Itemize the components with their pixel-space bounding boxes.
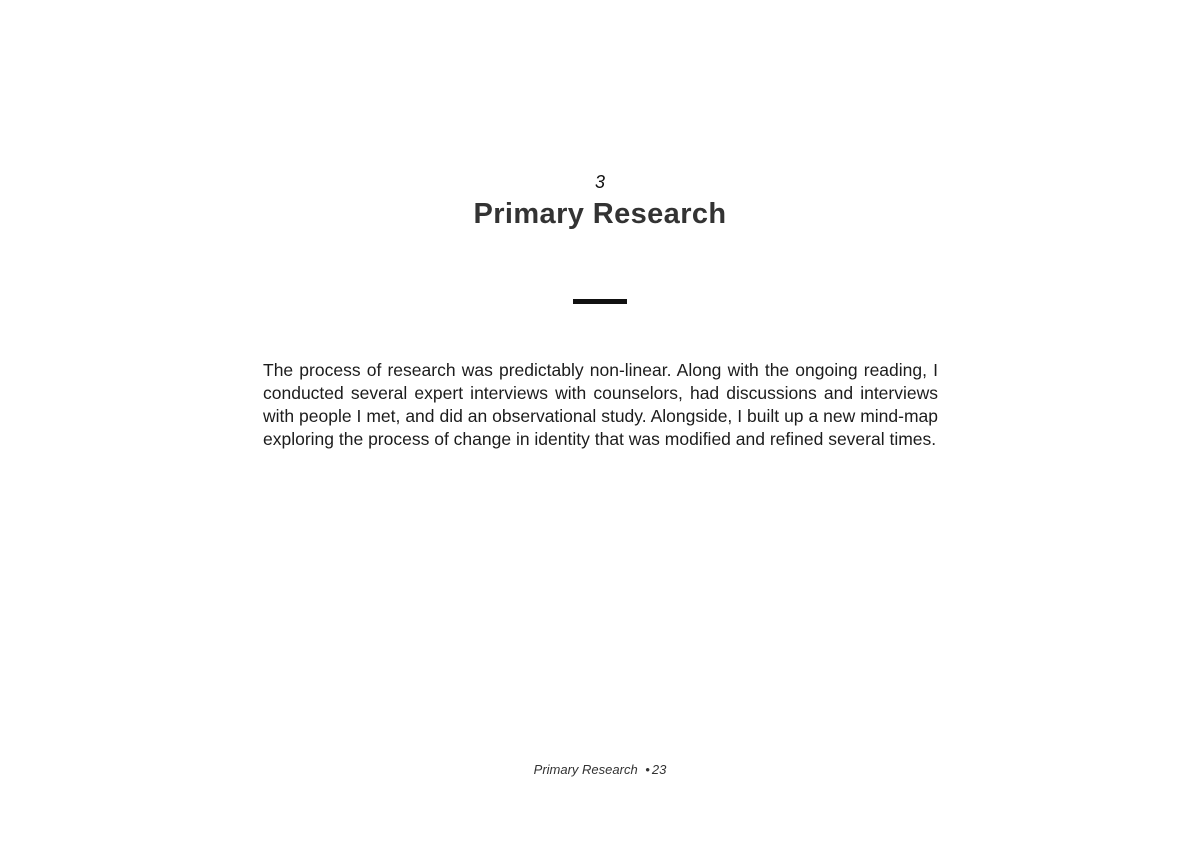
chapter-number: 3 — [594, 172, 605, 192]
page-footer — [0, 762, 1200, 777]
footer-section-label: Primary Research — [533, 762, 638, 777]
body-paragraph: The process of research was predictably non-linear. Along with the ongoing reading, I conducted several expert interviews with counselors, had discussions and interviews with people I met, and did an observational study. Alongside, I built up a new mind-map exploring the process of change in identity that was modified and refined several times. — [263, 359, 938, 449]
chapter-title: Primary Research — [473, 198, 727, 230]
title-divider — [573, 299, 627, 304]
footer-page-number: 23 — [651, 762, 667, 777]
footer-separator: • — [645, 762, 650, 777]
